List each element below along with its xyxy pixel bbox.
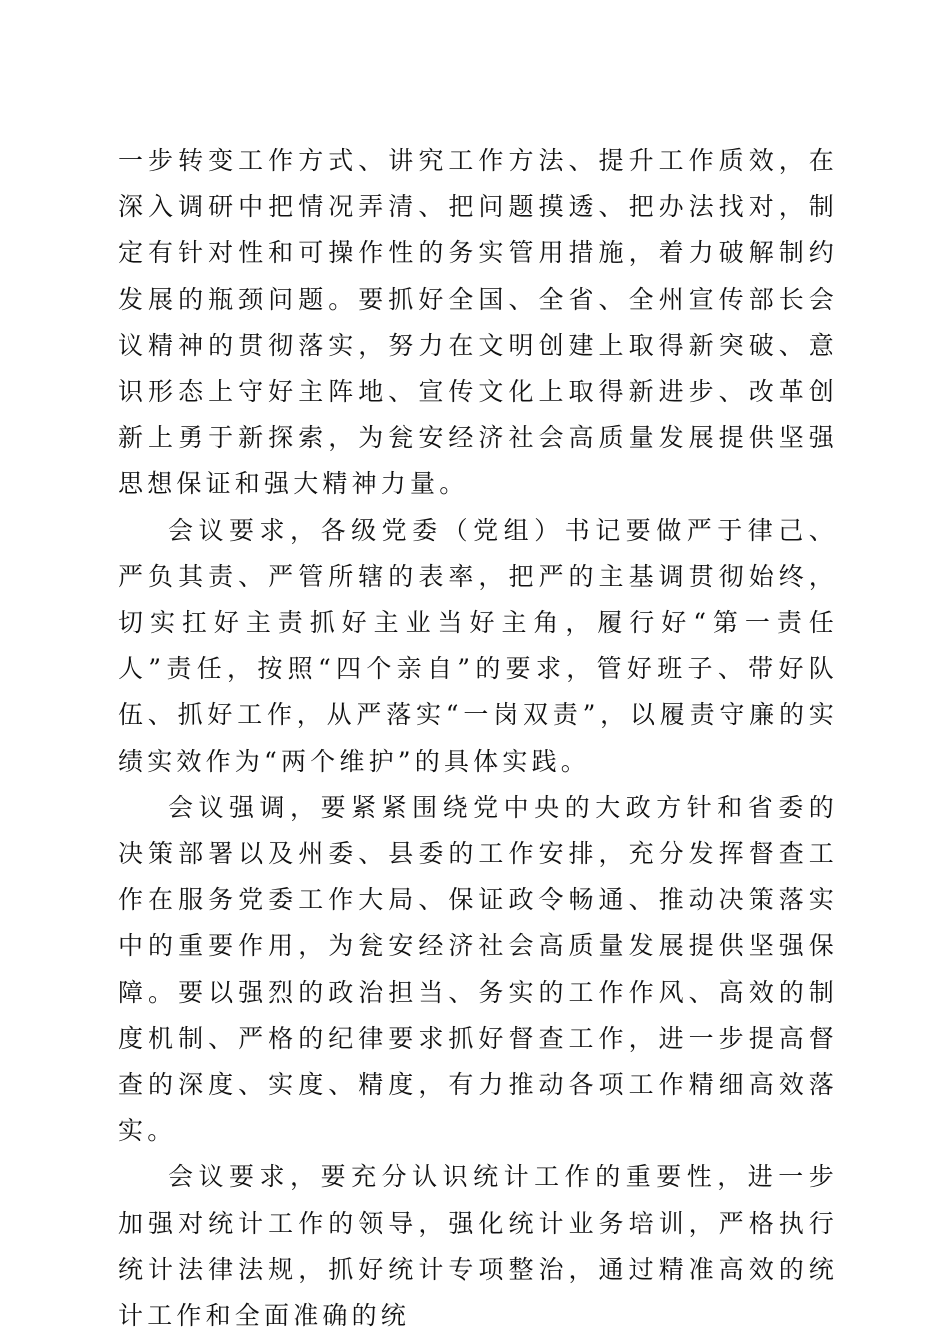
paragraph-1: 一步转变工作方式、讲究工作方法、提升工作质效，在深入调研中把情况弄清、把问题摸透、把办法找对，制定有针对性和可操作性的务实管用措施，着力破解制约发展的瓶颈问题。要抓好全国、全省、全州宣传部长会议精神的贯彻落实，努力在文明创建上取得新突破、意识形态上守好主阵地、宣传文化上取得新进步、改革创新上勇于新探索，为瓮安经济社会高质量发展提供坚强思想保证和强大精神力量。 [118,146,838,499]
paragraph-4: 会议要求，要充分认识统计工作的重要性，进一步加强对统计工作的领导，强化统计业务培训，严格执行统计法律法规，抓好统计专项整治，通过精准高效的统计工作和全面准确的统 [118,1162,838,1331]
paragraph-2: 会议要求，各级党委（党组）书记要做严于律己、严负其责、严管所辖的表率，把严的主基调贯彻始终，切实扛好主责抓好主业当好主角，履行好“第一责任人”责任，按照“四个亲自”的要求，管好班子、带好队伍、抓好工作，从严落实“一岗双责”，以履责守廉的实绩实效作为“两个维护”的具体实践。 [118,515,838,776]
document-body [118,138,838,1339]
paragraph-3: 会议强调，要紧紧围绕党中央的大政方针和省委的决策部署以及州委、县委的工作安排，充分发挥督查工作在服务党委工作大局、保证政令畅通、推动决策落实中的重要作用，为瓮安经济社会高质量发展提供坚强保障。要以强烈的政治担当、务实的工作作风、高效的制度机制、严格的纪律要求抓好督查工作，进一步提高督查的深度、实度、精度，有力推动各项工作精细高效落实。 [118,792,838,1146]
